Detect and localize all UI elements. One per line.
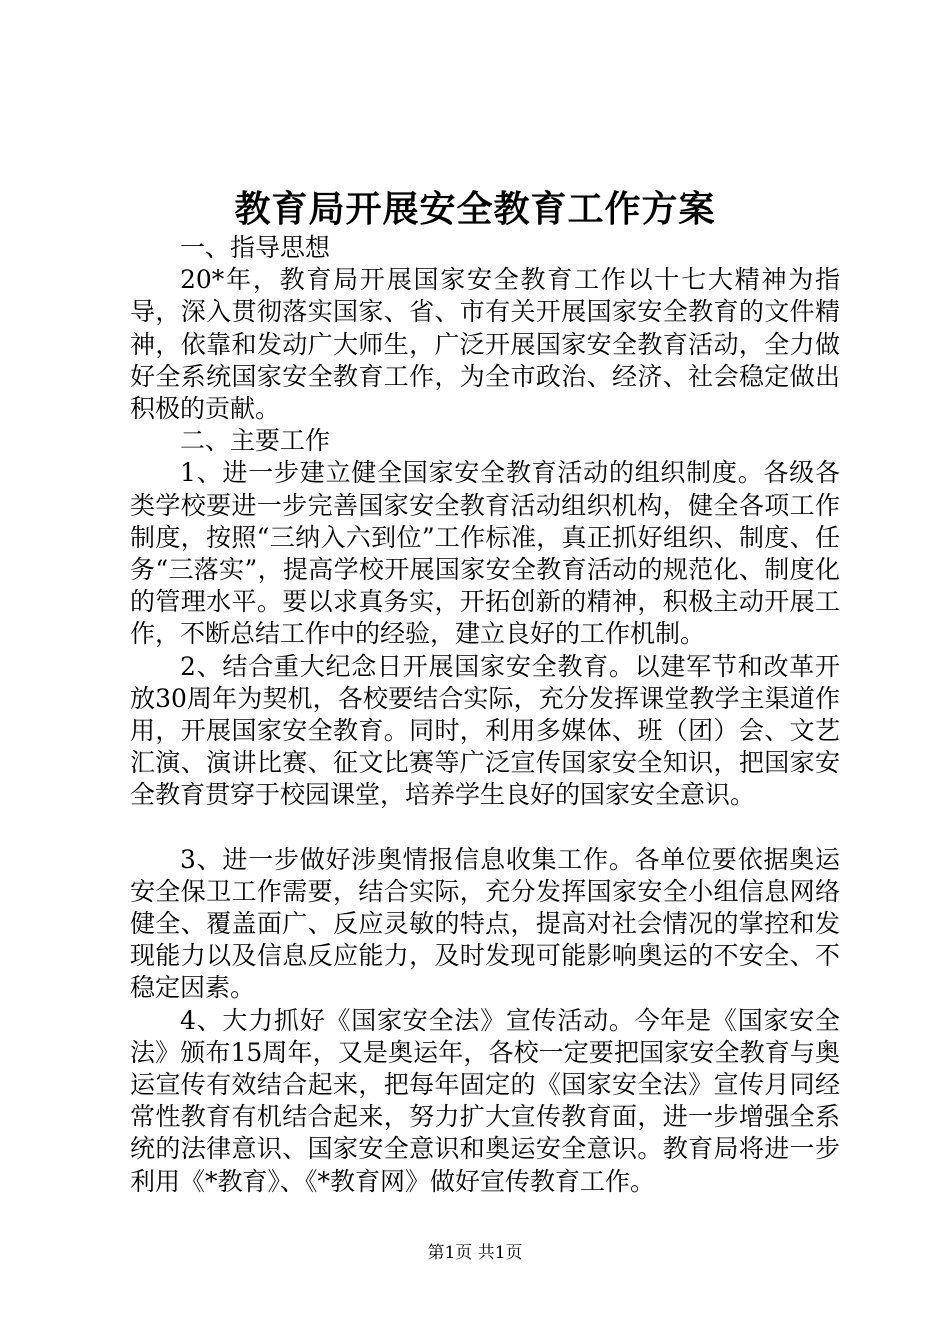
- paragraph-item-1: 1、进一步建立健全国家安全教育活动的组织制度。各级各类学校要进一步完善国家安全教育活动组织机构，健全各项工作制度，按照“三纳入六到位”工作标准，真正抓好组织、制度、任务“三落实”，提高学校开展国家安全教育活动的规范化、制度化的管理水平。要以求真务实，开拓创新的精神，积极主动开展工作，不断总结工作中的经验，建立良好的工作机制。: [130, 458, 840, 649]
- document-body: [130, 232, 840, 1198]
- paragraph-item-4: 4、大力抓好《国家安全法》宣传活动。今年是《国家安全法》颁布15周年，又是奥运年，各校一定要把国家安全教育与奥运宣传有效结合起来，把每年固定的《国家安全法》宣传月同经常性教育有机结合起来，努力扩大宣传教育面，进一步增强全系统的法律意识、国家安全意识和奥运安全意识。教育局将进一步利用《*教育》、《*教育网》做好宣传教育工作。: [130, 1005, 840, 1196]
- page-footer: 第1页 共1页: [427, 1243, 523, 1263]
- paragraph-guiding-ideology: 20*年，教育局开展国家安全教育工作以十七大精神为指导，深入贯彻落实国家、省、市有关开展国家安全教育的文件精神，依靠和发动广大师生，广泛开展国家安全教育活动，全力做好全系统国家安全教育工作，为全市政治、经济、社会稳定做出积极的贡献。: [130, 265, 840, 424]
- paragraph-item-3: 3、进一步做好涉奥情报信息收集工作。各单位要依据奥运安全保卫工作需要，结合实际，充分发挥国家安全小组信息网络健全、覆盖面广、反应灵敏的特点，提高对社会情况的掌控和发现能力以及信息反应能力，及时发现可能影响奥运的不安全、不稳定因素。: [130, 844, 840, 1003]
- document-title: 教育局开展安全教育工作方案: [234, 188, 716, 230]
- section-heading-main-work: 二、主要工作: [180, 426, 331, 456]
- paragraph-item-2: 2、结合重大纪念日开展国家安全教育。以建军节和改革开放30周年为契机，各校要结合实际，充分发挥课堂教学主渠道作用，开展国家安全教育。同时，利用多媒体、班（团）会、文艺汇演、演讲比赛、征文比赛等广泛宣传国家安全知识，把国家安全教育贯穿于校园课堂，培养学生良好的国家安全意识。: [130, 651, 840, 810]
- section-heading-guiding-ideology: 一、指导思想: [180, 233, 331, 262]
- paragraph-spacer: [130, 812, 840, 844]
